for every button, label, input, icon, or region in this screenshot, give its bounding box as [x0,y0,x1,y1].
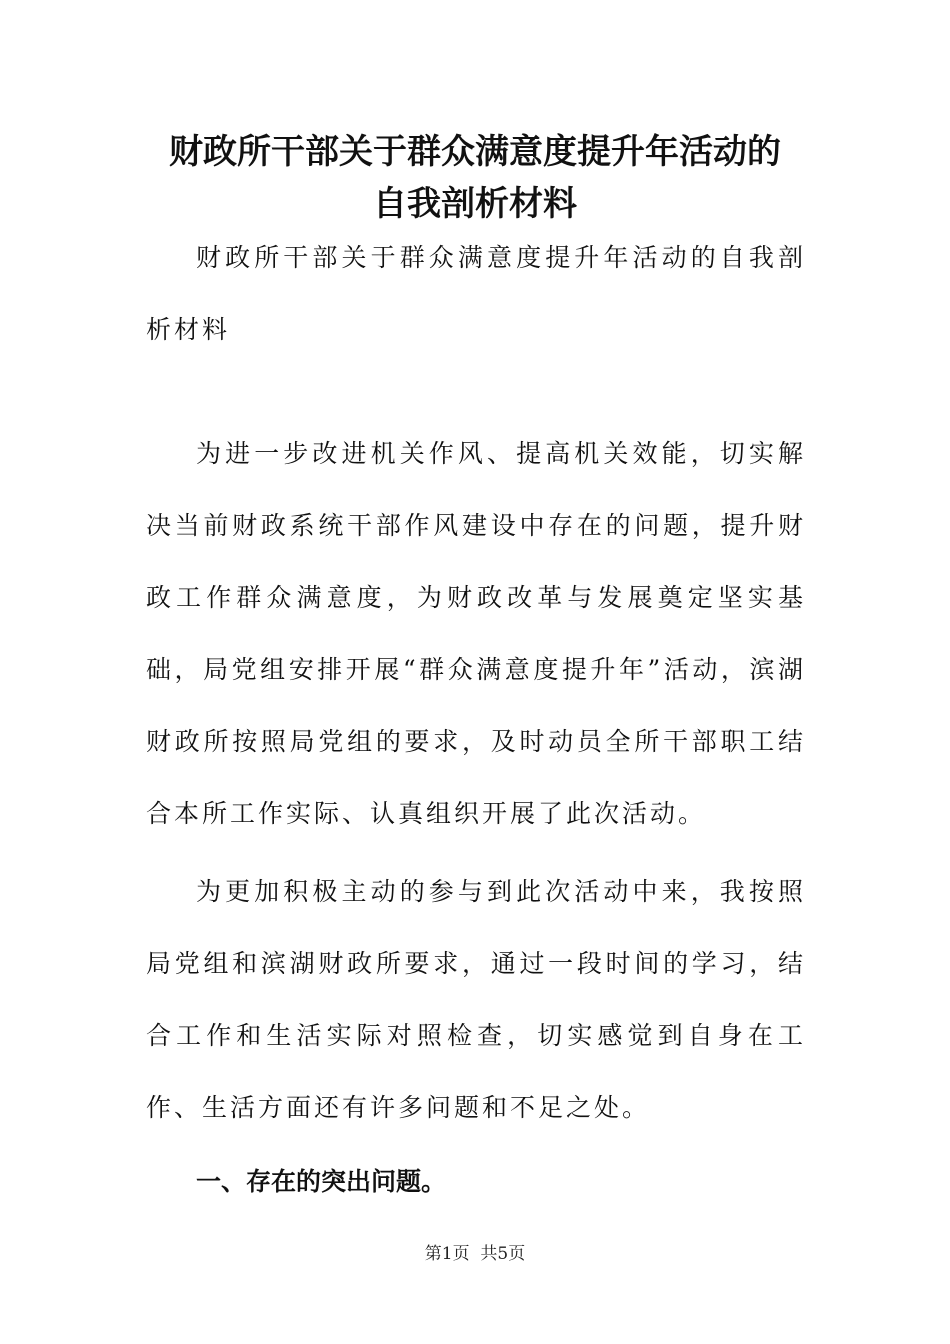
document-title-line-2: 自我剖析材料 [373,184,577,224]
document-title-line-1: 财政所干部关于群众满意度提升年活动的 [169,132,781,172]
section-heading: 一、存在的突出问题。 [196,1167,447,1196]
document-subtitle: 财政所干部关于群众满意度提升年活动的自我剖析材料 [146,243,806,344]
body-paragraph-2: 为更加积极主动的参与到此次活动中来，我按照局党组和滨湖财政所要求，通过一段时间的学习，结合工作和生活实际对照检查，切实感觉到自身在工作、生活方面还有许多问题和不足之处。 [146,877,806,1122]
page-number-current: 第1页 [424,1244,470,1264]
page-footer [0,1240,950,1268]
body-paragraph-1: 为进一步改进机关作风、提高机关效能，切实解决当前财政系统干部作风建设中存在的问题，提升财政工作群众满意度，为财政改革与发展奠定坚实基础，局党组安排开展“群众满意度提升年”活动，滨湖财政所按照局党组的要求，及时动员全所干部职工结合本所工作实际、认真组织开展了此次活动。 [146,439,806,828]
page-number-total: 共5页 [480,1244,526,1264]
footer-spacer [470,1244,481,1264]
